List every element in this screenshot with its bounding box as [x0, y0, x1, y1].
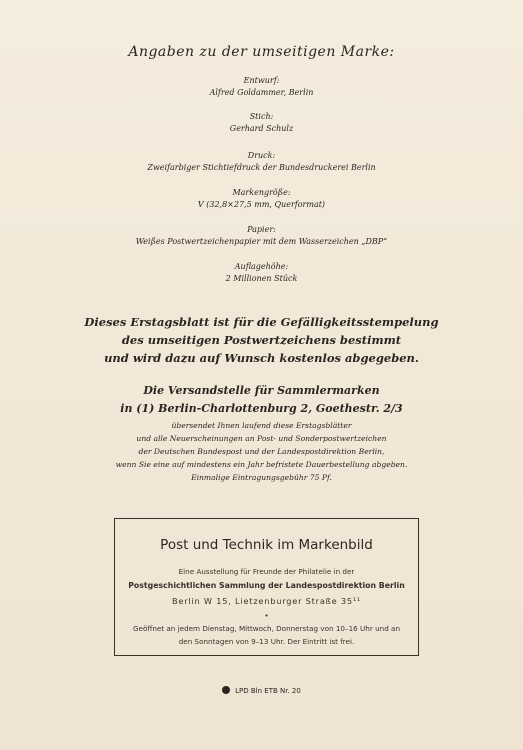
exhibition-line-3: Berlin W 15, Lietzenburger Straße 35¹¹: [171, 596, 362, 606]
exhibition-line-4: Geöffnet an jedem Dienstag, Mittwoch, Donnerstag von 10–16 Uhr und an: [132, 624, 401, 633]
detail-label-size: Markengröße:: [232, 188, 291, 197]
detail-value-size: V (32,8×27,5 mm, Querformat): [197, 200, 326, 209]
footer: [0, 686, 523, 695]
sender-small-3: der Deutschen Bundespost und der Landespostdirektion Berlin,: [138, 447, 385, 456]
sender-small-5: Einmalige Eintragungsgebühr 75 Pf.: [191, 473, 332, 482]
sender-small-4: wenn Sie eine auf mindestens ein Jahr befristete Dauerbestellung abgeben.: [115, 460, 408, 469]
detail-label-engraving: Stich:: [249, 112, 274, 121]
sender-small-1: übersendet Ihnen laufend diese Erstagsblätter: [171, 421, 352, 430]
detail-value-design: Alfred Goldammer, Berlin: [209, 88, 314, 97]
page-heading: Angaben zu der umseitigen Marke:: [128, 44, 395, 60]
detail-value-engraving: Gerhard Schulz: [229, 124, 294, 133]
detail-value-edition: 2 Millionen Stück: [225, 274, 298, 283]
detail-label-design: Entwurf:: [243, 76, 280, 85]
sender-line-1: Die Versandstelle für Sammlermarken: [143, 384, 380, 397]
notice-line-1: Dieses Erstagsblatt ist für die Gefälligkeitsstempelung: [84, 315, 439, 329]
exhibition-title: Post und Technik im Markenbild: [160, 537, 373, 553]
detail-value-paper: Weißes Postwertzeichenpapier mit dem Wasserzeichen „DBP“: [135, 237, 388, 246]
detail-value-print: Zweifarbiger Stichtiefdruck der Bundesdruckerei Berlin: [147, 163, 376, 172]
sender-small-2: und alle Neuerscheinungen an Post- und Sonderpostwertzeichen: [136, 434, 387, 443]
footer-text: LPD Bln ETB Nr. 20: [235, 687, 301, 695]
exhibition-bullet: •: [264, 611, 269, 620]
exhibition-line-5: den Sonntagen von 9–13 Uhr. Der Eintritt ist frei.: [178, 637, 355, 646]
detail-label-paper: Papier:: [247, 225, 276, 234]
exhibition-line-1: Eine Ausstellung für Freunde der Philatelie in der: [178, 567, 355, 576]
notice-line-3: und wird dazu auf Wunsch kostenlos abgegeben.: [104, 351, 419, 365]
post-emblem-icon: [222, 686, 230, 694]
notice-line-2: des umseitigen Postwertzeichens bestimmt: [121, 333, 402, 347]
detail-label-edition: Auflagehöhe:: [234, 262, 289, 271]
detail-label-print: Druck:: [247, 151, 276, 160]
exhibition-box: [114, 518, 419, 656]
sender-line-2: in (1) Berlin-Charlottenburg 2, Goethestr. 2/3: [120, 402, 403, 415]
exhibition-line-2: Postgeschichtlichen Sammlung der Landespostdirektion Berlin: [128, 581, 405, 590]
